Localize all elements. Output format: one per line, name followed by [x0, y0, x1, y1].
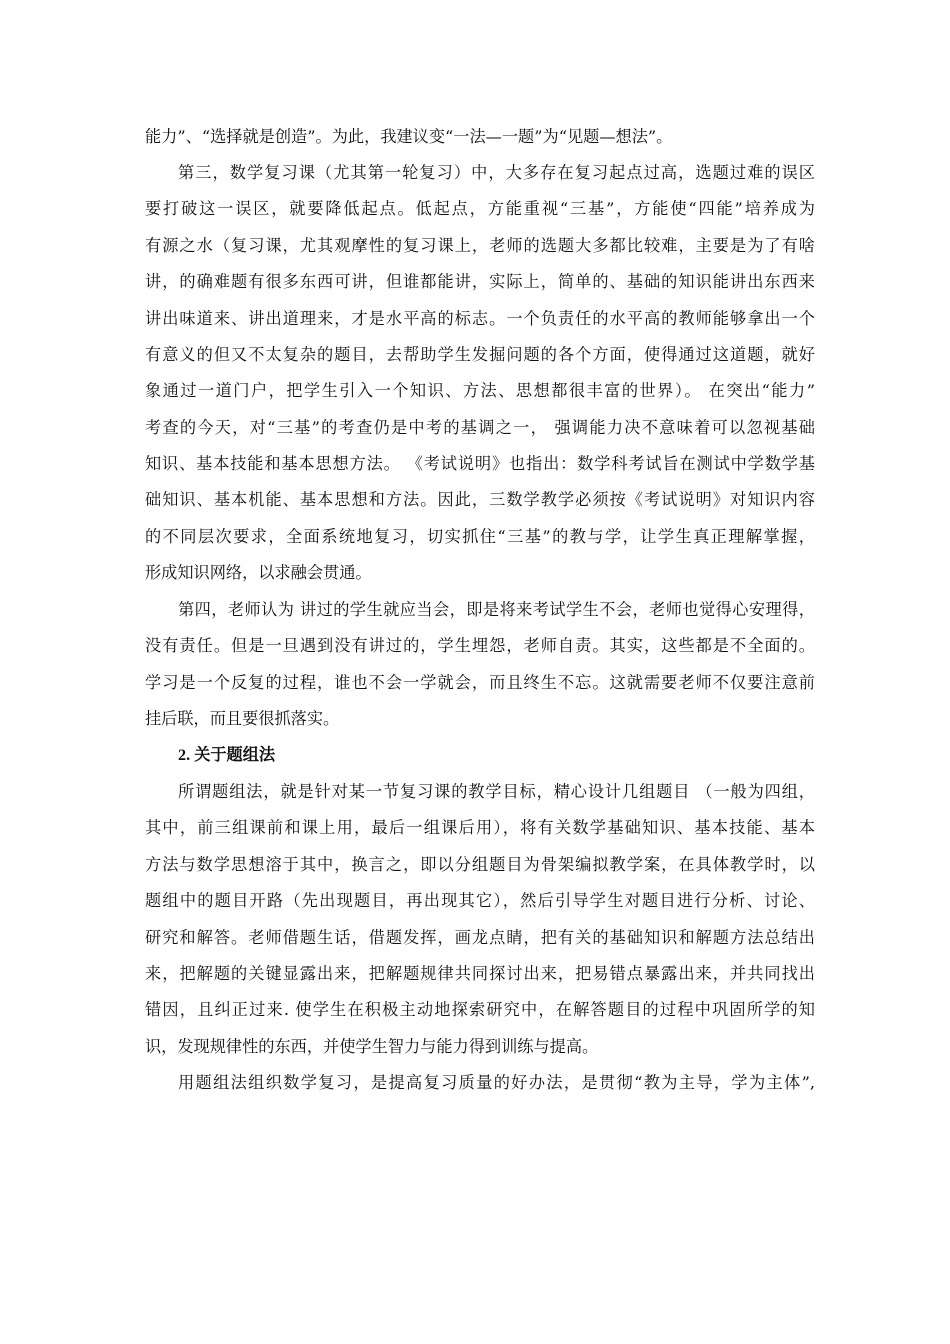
text-line: 形成知识网络，以求融会贯通。 [145, 563, 372, 582]
text-line: 挂后联，而且要很抓落实。 [145, 709, 340, 728]
text-line: 知识、基本技能和基本思想方法。 《考试说明》也指出：数学科考试旨在测试中学数学基 [145, 454, 815, 473]
text-line: 讲，的确难题有很多东西可讲，但谁都能讲，实际上，简单的、基础的知识能讲出东西来 [145, 272, 815, 291]
text-line: 其中，前三组课前和课上用，最后一组课后用），将有关数学基础知识、基本技能、基本 [145, 818, 815, 837]
text-line: 能力”、“选择就是创造”。为此，我建议变“一法—一题”为“见题—想法”。 [145, 127, 673, 146]
text-line: 题组中的题目开路（先出现题目，再出现其它），然后引导学生对题目进行分析、讨论、 [145, 891, 815, 910]
text-line: 象通过一道门户，把学生引入一个知识、方法、思想都很丰富的世界）。 在突出“能力” [145, 381, 815, 400]
section-heading: 2. 关于题组法 [178, 746, 276, 764]
text-line: 错因，且纠正过来. 使学生在积极主动地探索研究中，在解答题目的过程中巩固所学的知 [145, 1000, 815, 1019]
text-line: 础知识、基本机能、基本思想和方法。因此，三数学教学必须按《考试说明》对知识内容 [145, 490, 815, 509]
paragraph-start-line: 用题组法组织数学复习，是提高复习质量的好办法，是贯彻“教为主导，学为主体”, [178, 1073, 815, 1092]
text-line: 学习是一个反复的过程，谁也不会一学就会，而且终生不忘。这就需要老师不仅要注意前 [145, 673, 815, 692]
text-line: 要打破这一误区，就要降低起点。低起点，方能重视“三基”，方能使“四能”培养成为 [145, 199, 815, 218]
text-line: 的不同层次要求，全面系统地复习，切实抓住“三基”的教与学，让学生真正理解掌握， [145, 527, 815, 546]
paragraph-start-line: 所谓题组法，就是针对某一节复习课的教学目标，精心设计几组题目 （一般为四组， [178, 782, 815, 801]
text-line: 有源之水（复习课，尤其观摩性的复习课上，老师的选题大多都比较难，主要是为了有啥 [145, 236, 815, 255]
paragraph-start-line: 第三，数学复习课（尤其第一轮复习）中，大多存在复习起点过高，选题过难的误区 [178, 163, 815, 182]
text-line: 研究和解答。老师借题生话，借题发挥，画龙点睛，把有关的基础知识和解题方法总结出 [145, 928, 815, 947]
text-line: 考查的今天，对“三基”的考查仍是中考的基调之一， 强调能力决不意味着可以忽视基础 [145, 418, 815, 437]
text-line: 没有责任。但是一旦遇到没有讲过的，学生埋怨，老师自责。其实，这些都是不全面的。 [145, 636, 815, 655]
text-line: 有意义的但又不太复杂的题目，去帮助学生发掘问题的各个方面，使得通过这道题，就好 [145, 345, 815, 364]
paragraph-start-line: 第四，老师认为 讲过的学生就应当会，即是将来考试学生不会，老师也觉得心安理得， [178, 600, 815, 619]
text-line: 方法与数学思想溶于其中，换言之，即以分组题目为骨架编拟教学案，在具体教学时，以 [145, 855, 815, 874]
text-line: 来，把解题的关键显露出来，把解题规律共同探讨出来，把易错点暴露出来，并共同找出 [145, 964, 815, 983]
text-line: 识，发现规律性的东西，并使学生智力与能力得到训练与提高。 [145, 1037, 599, 1056]
text-line: 讲出味道来、讲出道理来，才是水平高的标志。一个负责任的水平高的教师能够拿出一个 [145, 309, 815, 328]
